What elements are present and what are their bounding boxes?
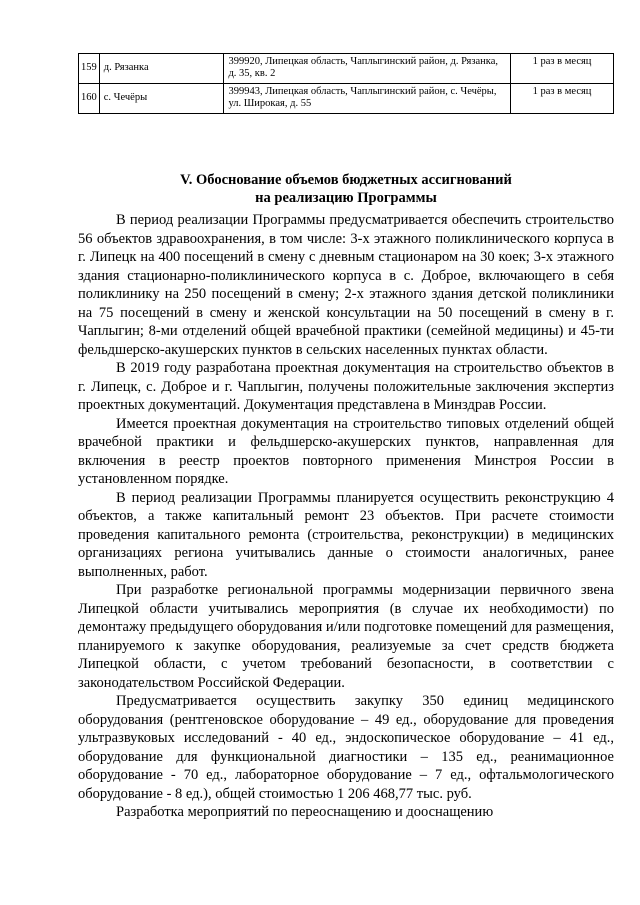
visit-frequency: 1 раз в месяц — [511, 54, 614, 84]
paragraph: Предусматривается осуществить закупку 350 единиц медицинского оборудования (рентгеновское оборудование – 49 ед., оборудование для проведения ультразвуковых исследований - 40 ед., эндоскопическое оборудование – 41 ед., оборудование для функциональной диагностики – 135 ед., реанимационное оборудование - 70 ед., лабораторное оборудование – 7 ед., офтальмологического оборудование - 8 ед.), общей стоимостью 1 206 468,77 тыс. руб. — [78, 693, 614, 802]
paragraph: В период реализации Программы предусматривается обеспечить строительство 56 объектов здравоохранения, в том числе: 3-х этажного поликлинического корпуса в г. Липецк на 400 посещений в смену с дневным стационаром на 30 коек; 3-х этажного здания стационарно-поликлинического корпуса в с. Доброе, включающего в себя поликлинику на 250 посещений в смену; 2-х этажного здания детской поликлиники на 75 посещений в смену и женской консультации на 50 посещений в смену в г. Чаплыгин; 8-ми отделений общей врачебной практики (семейной медицины) и 45-ти фельдшерско-акушерских пунктов в сельских населенных пунктах области. — [78, 212, 614, 358]
settlement-name: с. Чечёры — [99, 84, 224, 114]
paragraph: В 2019 году разработана проектная документация на строительство объектов в г. Липецк, с. Доброе и г. Чаплыгин, получены положительные заключения экспертиз проектных документаций. Документация представлена в Минздрав России. — [78, 360, 614, 413]
locations-table — [78, 53, 614, 114]
section-heading — [78, 171, 614, 207]
settlement-address: 399943, Липецкая область, Чаплыгинский район, с. Чечёры, ул. Широкая, д. 55 — [224, 84, 511, 114]
visit-frequency: 1 раз в месяц — [511, 84, 614, 114]
settlement-name: д. Рязанка — [99, 54, 224, 84]
row-number: 159 — [79, 54, 100, 84]
table-row — [79, 54, 614, 84]
row-number: 160 — [79, 84, 100, 114]
section-body — [78, 211, 614, 822]
paragraph: В период реализации Программы планируется осуществить реконструкцию 4 объектов, а также капитальный ремонт 23 объектов. При расчете стоимости проведения капитального ремонта (строительства, реконструкции) в медицинских организациях региона учитывались данные о стоимости аналогичных, ранее выполненных, работ. — [78, 489, 614, 580]
settlement-address: 399920, Липецкая область, Чаплыгинский район, д. Рязанка, д. 35, кв. 2 — [224, 54, 511, 84]
paragraph: При разработке региональной программы модернизации первичного звена Липецкой области учитывались мероприятия (в случае их необходимости) по демонтажу предыдущего оборудования и/или подготовке помещений для размещения, планируемого к закупке оборудования, реализуемые за счет средств бюджета Липецкой области, с учетом требований безопасности, в соответствии с законодательством Российской Федерации. — [78, 582, 614, 691]
heading-line-2: на реализацию Программы — [255, 190, 437, 206]
paragraph: Имеется проектная документация на строительство типовых отделений общей врачебной практики и фельдшерско-акушерских пунктов, направленная для включения в реестр проектов повторного применения Минстроя России в установленном порядке. — [78, 415, 614, 487]
heading-line-1: V. Обоснование объемов бюджетных ассигнований — [180, 172, 512, 188]
paragraph: Разработка мероприятий по переоснащению и дооснащению — [116, 804, 494, 820]
table-row — [79, 84, 614, 114]
